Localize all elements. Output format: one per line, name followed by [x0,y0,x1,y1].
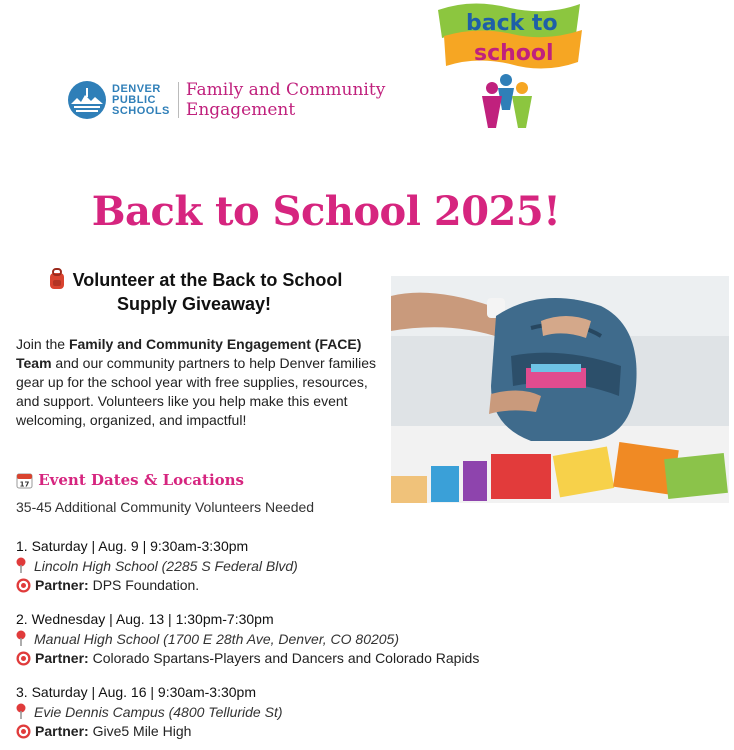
target-icon [16,578,31,593]
face-team-name: Family and Community Engagement (FACE) Team [16,336,362,371]
family-figures-icon [482,74,532,128]
event-item-2 [16,610,479,669]
target-icon [16,724,31,739]
location-pin-icon [16,630,26,646]
svg-text:back to: back to [466,11,558,36]
partner-label: Partner: [35,650,89,666]
svg-text:school: school [474,41,554,66]
department-name: Family and Community Engagement [185,80,386,120]
back-to-school-logo [432,0,587,130]
calendar-icon [16,472,33,489]
volunteers-needed-text: 35-45 Additional Community Volunteers Needed [16,499,315,515]
event-location: Lincoln High School (2285 S Federal Blvd) [34,557,298,574]
intro-paragraph: Join the Family and Community Engagement (FACE) Team and our community partners to help Denver families gear up for the school year with free supplies, resources, and support. Volunteers like you help make this event welcoming, organized, and impactful! [16,336,377,428]
backpack-icon [46,268,68,290]
backpack-supplies-photo [391,276,729,503]
event-date: 3. Saturday | Aug. 16 | 9:30am-3:30pm [16,684,256,700]
event-date: 1. Saturday | Aug. 9 | 9:30am-3:30pm [16,538,249,554]
location-pin-icon [16,703,26,719]
dps-face-logo [67,80,385,120]
location-pin-icon [16,557,26,573]
event-partner: DPS Foundation. [88,577,200,593]
volunteer-heading: Volunteer at the Back to School Supply Giveaway! [16,268,372,316]
svg-text:17: 17 [19,480,30,489]
event-partner: Colorado Spartans-Players and Dancers and Colorado Rapids [88,650,480,666]
event-item-3 [16,683,283,742]
page-title: Back to School 2025! [91,188,561,235]
target-icon [16,651,31,666]
event-dates-heading: 17 Event Dates & Locations [16,471,244,489]
event-location: Evie Dennis Campus (4800 Telluride St) [34,703,283,720]
dps-skyline-icon [67,80,107,120]
partner-label: Partner: [35,577,89,593]
event-location: Manual High School (1700 E 28th Ave, Denver, CO 80205) [34,630,399,647]
event-item-1 [16,537,298,596]
event-date: 2. Wednesday | Aug. 13 | 1:30pm-7:30pm [16,611,274,627]
partner-label: Partner: [35,723,89,739]
logo-divider [178,82,179,118]
event-partner: Give5 Mile High [88,723,192,739]
dps-wordmark: DENVER PUBLIC SCHOOLS [112,82,170,117]
